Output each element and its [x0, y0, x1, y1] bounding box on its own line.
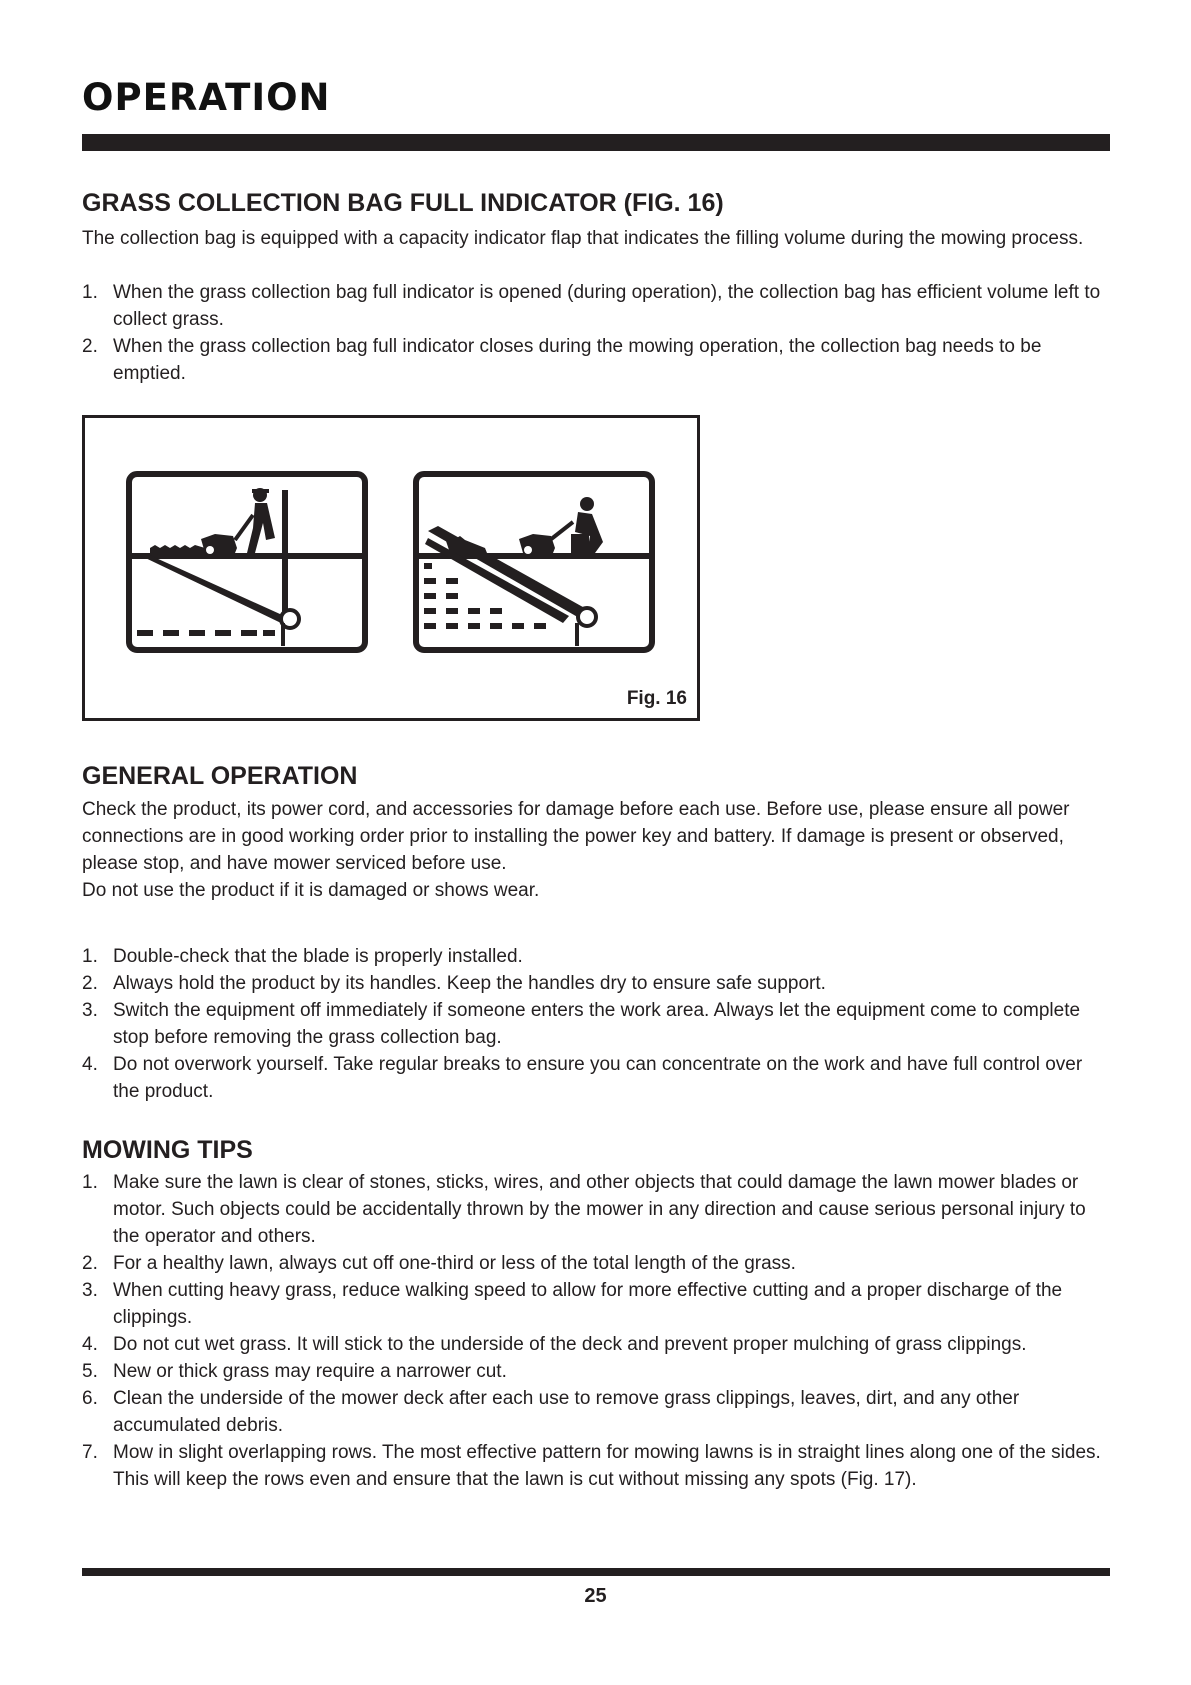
page-number: 25: [584, 1585, 607, 1607]
title-rule: [82, 134, 1110, 151]
list-item: [82, 1331, 1112, 1358]
list-text: Always hold the product by its handles. Keep the handles dry to ensure safe support.: [113, 973, 826, 994]
list-number: 1.: [82, 1172, 98, 1193]
list-text: For a healthy lawn, always cut off one-third or less of the total length of the grass.: [113, 1253, 796, 1274]
figure-illustration: [85, 418, 697, 718]
list-number: 1.: [82, 946, 98, 967]
figure-caption: Fig. 16: [626, 688, 687, 709]
list-number: 2.: [82, 336, 98, 357]
indicator-open-panel: [129, 474, 365, 650]
list-number: 7.: [82, 1442, 98, 1463]
list-item: [82, 1169, 1112, 1250]
general-operation-para: Check the product, its power cord, and accessories for damage before each use. Before use, please ensure all power connections are in good working order prior to installing the power key and battery. If damage is present or observed, please stop, and have mower serviced before use.: [82, 799, 1070, 874]
page-title: OPERATION: [82, 76, 331, 119]
list-text: When the grass collection bag full indicator is opened (during operation), the collection bag has efficient volume left to collect grass.: [113, 282, 1101, 330]
list-text: Make sure the lawn is clear of stones, sticks, wires, and other objects that could damage the lawn mower blades or motor. Such objects could be accidentally thrown by the mower in any direction and cause serious personal injury to the operator and others.: [113, 1172, 1086, 1247]
grass-bag-intro: The collection bag is equipped with a capacity indicator flap that indicates the filling volume during the mowing process.: [82, 228, 1084, 249]
list-item: [82, 1051, 1112, 1105]
indicator-closed-panel: [416, 474, 652, 650]
list-number: 5.: [82, 1361, 98, 1382]
list-number: 6.: [82, 1388, 98, 1409]
general-operation-heading: GENERAL OPERATION: [82, 762, 358, 790]
list-item: [82, 943, 1112, 970]
general-operation-note: Do not use the product if it is damaged or shows wear.: [82, 880, 540, 901]
list-text: Do not overwork yourself. Take regular breaks to ensure you can concentrate on the work and have full control over the product.: [113, 1054, 1083, 1102]
mowing-tips-heading: MOWING TIPS: [82, 1136, 253, 1164]
list-number: 2.: [82, 973, 98, 994]
list-text: Double-check that the blade is properly installed.: [113, 946, 523, 967]
list-text: New or thick grass may require a narrower cut.: [113, 1361, 507, 1382]
list-item: [82, 1250, 1112, 1277]
list-item: [82, 279, 1112, 333]
list-number: 3.: [82, 1280, 98, 1301]
list-number: 3.: [82, 1000, 98, 1021]
list-item: [82, 1358, 1112, 1385]
list-item: [82, 1385, 1112, 1439]
list-text: Clean the underside of the mower deck after each use to remove grass clippings, leaves, dirt, and any other accumulated debris.: [113, 1388, 1020, 1436]
list-item: [82, 970, 1112, 997]
figure-16: [82, 415, 700, 721]
list-item: [82, 997, 1112, 1051]
list-text: When cutting heavy grass, reduce walking speed to allow for more effective cutting and a proper discharge of the clippings.: [113, 1280, 1063, 1328]
mowing-tips-list: [82, 1169, 1112, 1493]
list-item: [82, 1439, 1112, 1493]
list-text: Switch the equipment off immediately if someone enters the work area. Always let the equipment come to complete stop before removing the grass collection bag.: [113, 1000, 1081, 1048]
list-number: 2.: [82, 1253, 98, 1274]
list-item: [82, 333, 1112, 387]
list-number: 4.: [82, 1054, 98, 1075]
footer-rule: [82, 1568, 1110, 1576]
list-text: Do not cut wet grass. It will stick to the underside of the deck and prevent proper mulching of grass clippings.: [113, 1334, 1027, 1355]
grass-bag-heading: GRASS COLLECTION BAG FULL INDICATOR (FIG. 16): [82, 189, 724, 217]
list-text: When the grass collection bag full indicator closes during the mowing operation, the collection bag needs to be emptied.: [113, 336, 1042, 384]
list-text: Mow in slight overlapping rows. The most effective pattern for mowing lawns is in straight lines along one of the sides. This will keep the rows even and ensure that the lawn is cut without missing any spots (Fig. 17).: [113, 1442, 1101, 1490]
list-item: [82, 1277, 1112, 1331]
list-number: 1.: [82, 282, 98, 303]
list-number: 4.: [82, 1334, 98, 1355]
general-operation-list: [82, 943, 1112, 1105]
grass-bag-list: [82, 279, 1112, 387]
